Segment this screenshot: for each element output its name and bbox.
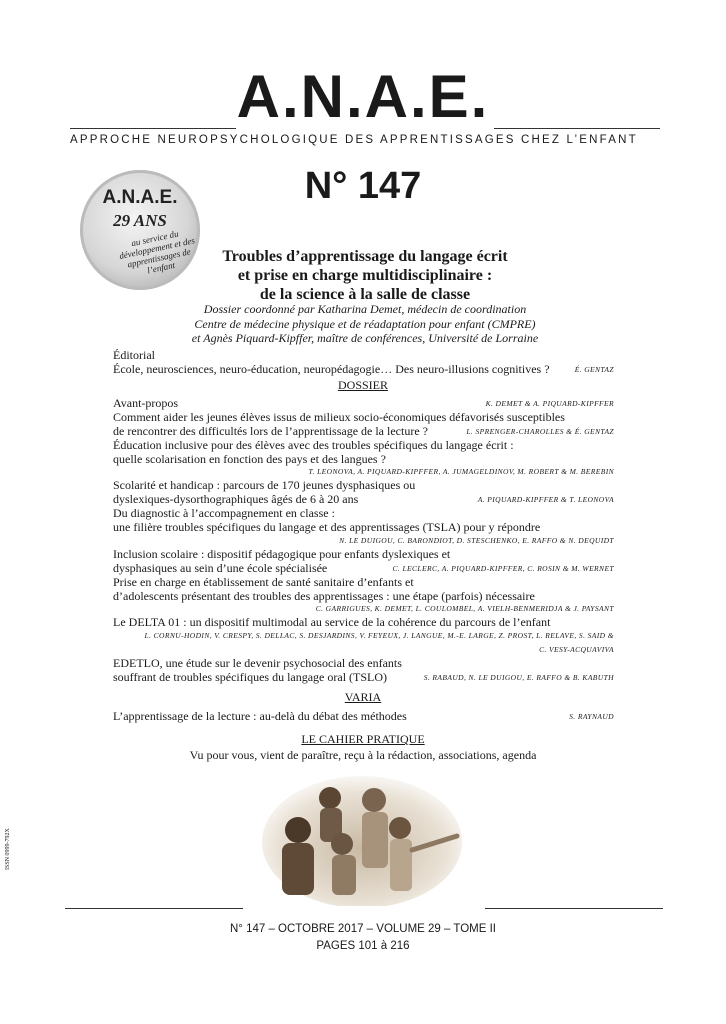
toc-title: Le DELTA 01 : un dispositif multimodal au service de la cohérence du parcours de l’enfant <box>113 615 551 629</box>
cahier-pratique-text: Vu pour vous, vient de paraître, reçu à la rédaction, associations, agenda <box>189 748 537 762</box>
toc-author: C. VESY-ACQUAVIVA <box>539 645 614 654</box>
dossier-title-line: Troubles d’apprentissage du langage écrit <box>222 248 508 265</box>
coordination-credits <box>130 302 600 346</box>
issn-number: ISSN 0999-792X <box>5 828 11 870</box>
badge-name: A.N.A.E. <box>102 187 178 208</box>
toc-author: L. CORNU-HODIN, V. CRESPY, S. DELLAC, S. DESJARDINS, V. FEYEUX, J. LANGUE, M.-E. LARGE, Z. PROST, L. RELAVE, S. SAID & <box>144 631 614 640</box>
toc-author: T. LEONOVA, A. PIQUARD-KIPFFER, A. JUMAGELDINOV, M. ROBERT & M. BEREBIN <box>308 467 614 476</box>
dossier-title <box>130 247 600 304</box>
toc-title: dysphasiques au sein d’une école spécialisée <box>113 561 328 575</box>
editorial-heading: Éditorial <box>113 348 155 362</box>
editorial-text: École, neurosciences, neuro-éducation, neuropédagogie… Des neuro-illusions cognitives ? <box>113 362 550 376</box>
toc-title: Du diagnostic à l’accompagnement en classe : <box>113 506 335 520</box>
section-dossier: DOSSIER <box>337 378 388 392</box>
toc-title: d’adolescents présentant des troubles des apprentissages : une étape (parfois) nécessaire <box>113 589 535 603</box>
footer-rule-right <box>485 908 663 909</box>
section-cahier-pratique: LE CAHIER PRATIQUE <box>301 732 425 746</box>
badge-caption: au service du développement et des apprentissages de l’enfant <box>118 228 196 276</box>
coordination-line: et Agnès Piquard-Kipffer, maître de conférences, Université de Lorraine <box>191 331 539 345</box>
toc-title: dyslexiques-dysorthographiques âgés de 6 à 20 ans <box>113 492 359 506</box>
toc-title: L’apprentissage de la lecture : au-delà du débat des méthodes <box>113 709 407 723</box>
toc-title: EDETLO, une étude sur le devenir psychosocial des enfants <box>113 656 402 670</box>
children-photo <box>262 770 462 906</box>
toc-title: Inclusion scolaire : dispositif pédagogique pour enfants dyslexiques et <box>113 547 451 561</box>
badge-years: 29 ANS <box>113 211 167 230</box>
toc-title: quelle scolarisation en fonction des pays et des langues ? <box>113 452 386 466</box>
editorial-author: É. GENTAZ <box>574 365 614 374</box>
toc-author: N. LE DUIGOU, C. BARONDIOT, D. STESCHENKO, E. RAFFO & N. DEQUIDT <box>339 536 614 545</box>
coordination-line: Centre de médecine physique et de réadaptation pour enfant (CMPRE) <box>194 316 536 331</box>
journal-subtitle: APPROCHE NEUROPSYCHOLOGIQUE DES APPRENTISSAGES CHEZ L’ENFANT <box>70 134 638 146</box>
journal-logo: A.N.A.E. <box>236 63 490 130</box>
toc-author: C. GARRIGUES, K. DEMET, L. COULOMBEL, A. VIELH-BENMERIDJA & J. PAYSANT <box>315 604 614 613</box>
toc-author: S. RABAUD, N. LE DUIGOU, E. RAFFO & B. KABUTH <box>423 673 614 682</box>
toc-title: Scolarité et handicap : parcours de 170 jeunes dysphasiques ou <box>113 478 416 492</box>
toc-title: de rencontrer des difficultés lors de l’apprentissage de la lecture ? <box>113 424 428 438</box>
issue-number: N° 147 <box>304 165 422 207</box>
page-range: PAGES 101 à 216 <box>316 940 410 952</box>
toc-author: K. DEMET & A. PIQUARD-KIPFFER <box>485 399 614 408</box>
coordination-line: Dossier coordonné par Katharina Demet, médecin de coordination <box>203 302 527 316</box>
footer-rule-left <box>65 908 243 909</box>
toc-title: Comment aider les jeunes élèves issus de milieux socio-économiques défavorisés susceptibles <box>113 410 565 424</box>
toc-title: souffrant de troubles spécifiques du langage oral (TSLO) <box>113 670 388 684</box>
toc-author: S. RAYNAUD <box>569 712 614 721</box>
toc-author: C. LECLERC, A. PIQUARD-KIPFFER, C. ROSIN & M. WERNET <box>392 564 614 573</box>
toc-title: Avant-propos <box>113 396 179 410</box>
issue-details: N° 147 – OCTOBRE 2017 – VOLUME 29 – TOME II <box>229 923 497 935</box>
toc-title: Prise en charge en établissement de santé sanitaire d’enfants et <box>113 575 414 589</box>
toc-author: L. SPRENGER-CHAROLLES & É. GENTAZ <box>466 427 614 436</box>
section-varia: VARIA <box>344 690 382 704</box>
toc-title: une filière troubles spécifiques du langage et des apprentissages (TSLA) pour y répondre <box>113 520 541 534</box>
dossier-title-line: et prise en charge multidisciplinaire : <box>237 267 493 284</box>
toc-title: Éducation inclusive pour des élèves avec des troubles spécifiques du langage écrit : <box>113 438 514 452</box>
toc-author: A. PIQUARD-KIPFFER & T. LEONOVA <box>477 495 614 504</box>
dossier-title-line: de la science à la salle de classe <box>259 286 471 303</box>
